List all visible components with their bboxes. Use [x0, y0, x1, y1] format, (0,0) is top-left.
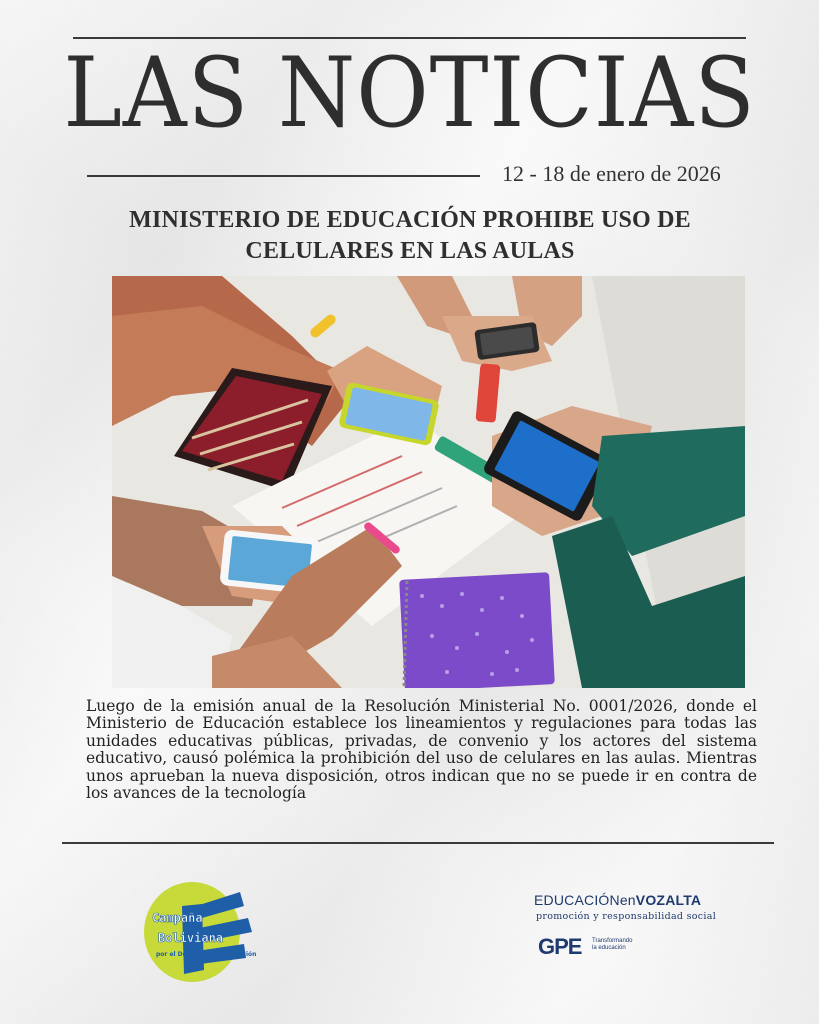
partner-logos [534, 892, 734, 962]
headline-line-1: MINISTERIO DE EDUCACIÓN PROHIBE USO DE [129, 207, 691, 233]
evz-word-alta: ALTA [665, 892, 702, 908]
campaign-line2: Boliviana [158, 931, 224, 945]
campaign-logo [140, 878, 260, 984]
evz-word-en: en [619, 892, 636, 908]
evz-logo-subtitle: promoción y responsabilidad social [536, 911, 717, 922]
article-headline [90, 205, 730, 267]
gpe-logo: GPE [538, 934, 582, 959]
gpe-tagline: Transformando la educación [592, 938, 633, 951]
headline-line-2: CELULARES EN LAS AULAS [245, 238, 575, 264]
date-rule [87, 175, 480, 177]
campaign-line1: Campaña [152, 911, 203, 925]
evz-word-voz: VOZ [635, 892, 666, 908]
evz-word-educacion: EDUCACIÓN [534, 892, 620, 908]
bottom-rule [62, 842, 774, 844]
masthead-title: LAS NOTICIAS [63, 37, 756, 149]
students-phones-illustration [112, 276, 745, 688]
evz-logo-title [534, 892, 701, 908]
campaign-logo-mark [140, 878, 260, 984]
campaign-line3: por el Derecho a la Educación [156, 951, 257, 958]
issue-date: 12 - 18 de enero de 2026 [502, 161, 721, 186]
article-photo [112, 276, 745, 688]
article-body: Luego de la emisión anual de la Resolución Ministerial No. 0001/2026, donde el Ministerio de Educación establece los lineamientos y regulaciones para todas las unidades educativas públicas, privadas, de convenio y los actores del sistema educativo, causó polémica la prohibición del uso de celulares en las aulas. Mientras unos aprueban la nueva disposición, otros indican que no se puede ir en contra de los avances de la tecnología [86, 697, 757, 803]
